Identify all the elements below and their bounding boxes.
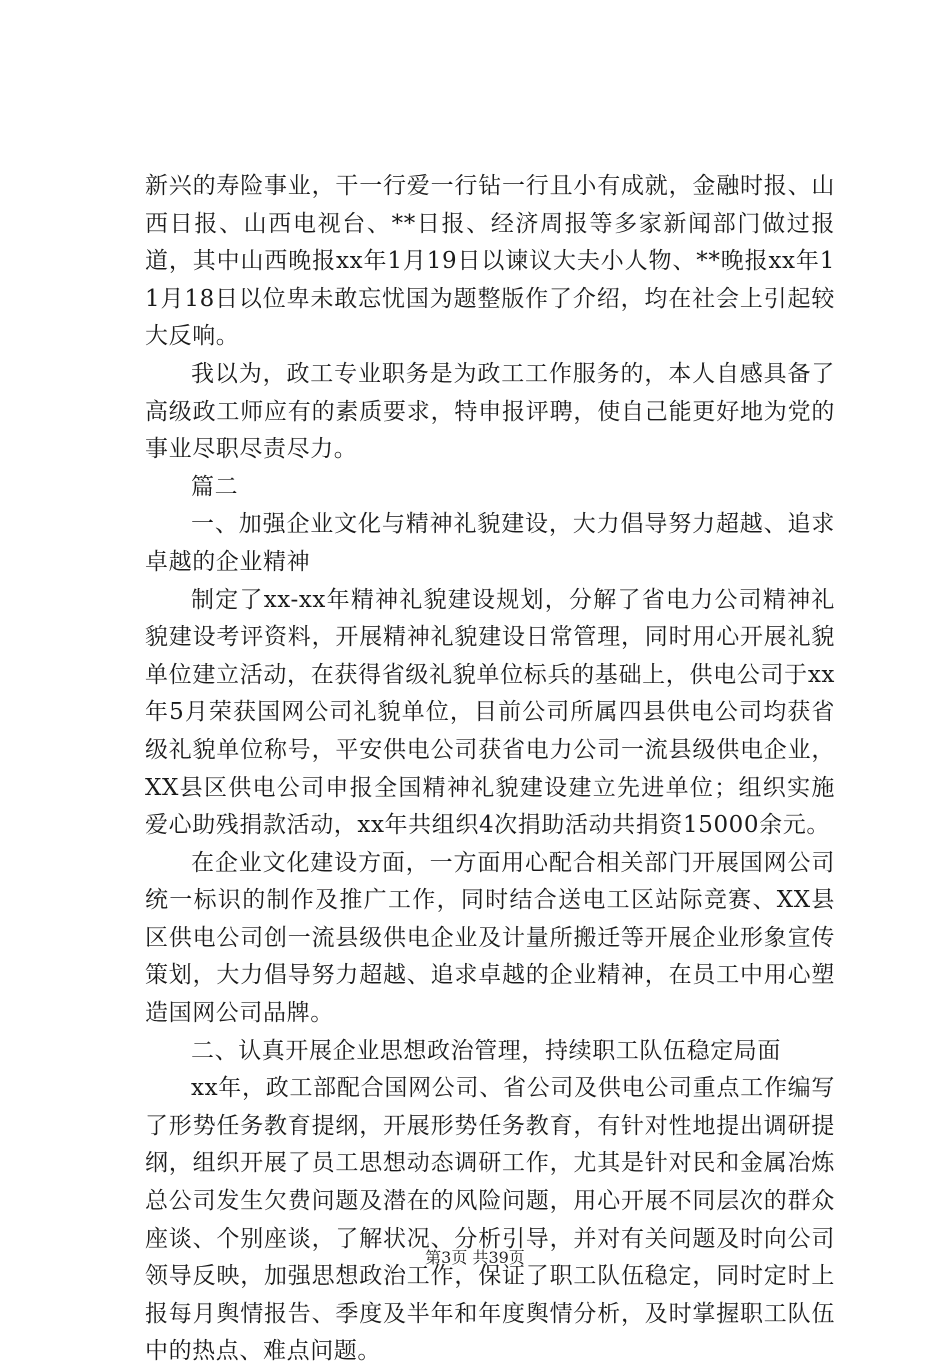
section-title-part-two: 篇二: [191, 473, 239, 500]
paragraph-ideological-work: xx年，政工部配合国网公司、省公司及供电公司重点工作编写了形势任务教育提纲，开展形势任务教育，有针对性地提出调研提纲，组织开展了员工思想动态调研工作，尤其是针对民和金属冶炼总公司发生欠费问题及潜在的风险问题，用心开展不同层次的群众座谈、个别座谈，了解状况、分析引导，并对有关问题及时向公司领导反映，加强思想政治工作，保证了职工队伍稳定，同时定时上报每月舆情报告、季度及半年和年度舆情分析，及时掌握职工队伍中的热点、难点问题。: [145, 1075, 835, 1365]
paragraph-self-assessment: 我以为，政工专业职务是为政工工作服务的，本人自感具备了高级政工师应有的素质要求，特申报评聘，使自己能更好地为党的事业尽职尽责尽力。: [145, 360, 835, 463]
section-heading-two: 二、认真开展企业思想政治管理，持续职工队伍稳定局面: [191, 1037, 781, 1064]
document-body: [145, 168, 835, 1371]
paragraph-corporate-culture: 在企业文化建设方面，一方面用心配合相关部门开展国网公司统一标识的制作及推广工作，同时结合送电工区站际竞赛、XX县区供电公司创一流县级供电企业及计量所搬迁等开展企业形象宣传策划，大力倡导努力超越、追求卓越的企业精神，在员工中用心塑造国网公司品牌。: [145, 849, 835, 1027]
paragraph-spiritual-civilization: 制定了xx-xx年精神礼貌建设规划，分解了省电力公司精神礼貌建设考评资料，开展精神礼貌建设日常管理，同时用心开展礼貌单位建立活动，在获得省级礼貌单位标兵的基础上，供电公司于xx年5月荣获国网公司礼貌单位，目前公司所属四县供电公司均获省级礼貌单位称号，平安供电公司获省电力公司一流县级供电企业，XX县区供电公司申报全国精神礼貌建设建立先进单位；组织实施爱心助残捐款活动，xx年共组织4次捐助活动共捐资15000余元。: [145, 586, 835, 839]
paragraph-continuation: 新兴的寿险事业，干一行爱一行钻一行且小有成就，金融时报、山西日报、山西电视台、**日报、经济周报等多家新闻部门做过报道，其中山西晚报xx年1月19日以谏议大夫小人物、**晚报xx年11月18日以位卑未敢忘忧国为题整版作了介绍，均在社会上引起较大反响。: [145, 173, 835, 350]
section-heading-one: 一、加强企业文化与精神礼貌建设，大力倡导努力超越、追求卓越的企业精神: [145, 511, 835, 575]
page-number-footer: 第3页 共39页: [425, 1248, 525, 1267]
